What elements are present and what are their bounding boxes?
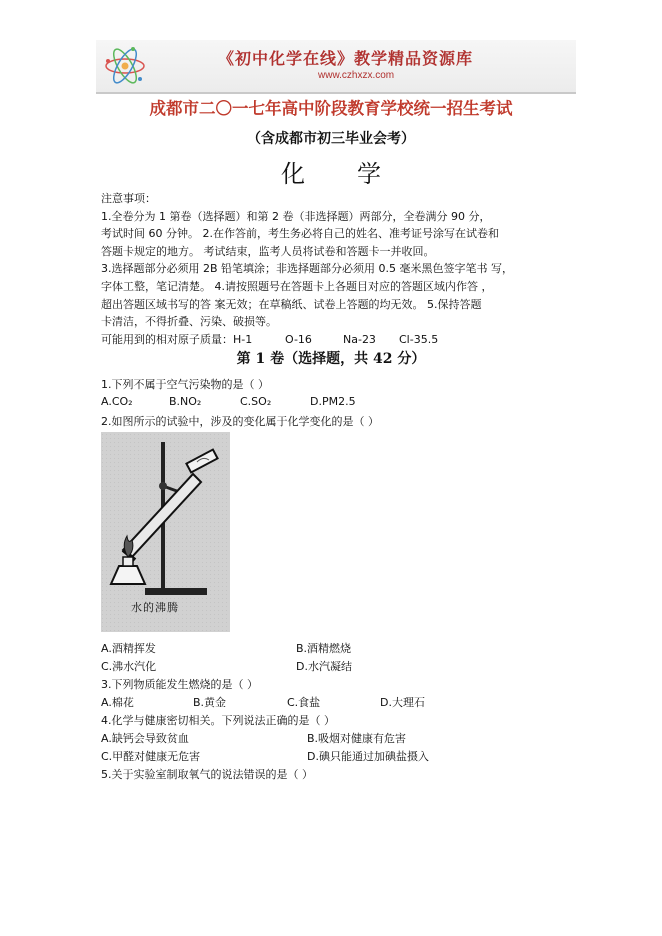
exam-notes (101, 190, 571, 348)
atomic-mass-label: 可能用到的相对原子质量： (101, 332, 233, 346)
question-5-stem: 5.关于实验室制取氧气的说法错误的是（ ） (101, 768, 313, 781)
notes-heading: 注意事项： (101, 192, 156, 205)
notes-line: 卡清洁，不得折叠、污染、破损等。 (101, 315, 277, 329)
question-1-option-d: D.PM2.5 (310, 395, 356, 408)
question-1-option-c: C.SO₂ (240, 395, 272, 408)
banner-url[interactable]: www.czhxzx.com (318, 70, 395, 81)
question-4-option-b: B.吸烟对健康有危害 (307, 732, 407, 745)
notes-line: 超出答题区域书写的答 案无效；在草稿纸、试卷上答题的均无效。 5.保持答题 (101, 297, 482, 311)
banner-title: 《初中化学在线》教学精品资源库 (218, 49, 474, 68)
question-4-option-d: D.碘只能通过加碘盐摄入 (307, 750, 429, 763)
atomic-mass-line (101, 331, 571, 349)
question-2-option-c: C.沸水汽化 (101, 660, 157, 673)
section-title: 第 1 卷（选择题，共 42 分） (236, 351, 426, 367)
question-3-option-a: A.棉花 (101, 696, 134, 709)
question-2-option-b: B.酒精燃烧 (296, 642, 352, 655)
atom-logo-icon (102, 44, 148, 88)
question-2-stem: 2.如图所示的试验中，涉及的变化属于化学变化的是（ ） (101, 415, 379, 428)
atomic-mass-o: O-16 (285, 332, 312, 346)
experiment-figure (101, 432, 230, 632)
exam-subtitle: （含成都市初三毕业会考） (247, 131, 415, 147)
notes-line: 考试时间 60 分钟。 2.在作答前，考生务必将自己的姓名、准考证号涂写在试卷和 (101, 227, 499, 241)
subject-title: 化学 (281, 160, 433, 188)
question-2-option-d: D.水汽凝结 (296, 660, 352, 673)
atomic-mass-cl: Cl-35.5 (399, 332, 439, 346)
question-2-option-a: A.酒精挥发 (101, 642, 156, 655)
question-4-option-c: C.甲醛对健康无危害 (101, 750, 201, 763)
question-3-option-c: C.食盐 (287, 696, 321, 709)
question-4-option-a: A.缺钙会导致贫血 (101, 732, 189, 745)
notes-line: 字体工整，笔记清楚。 4.请按照题号在答题卡上各题目对应的答题区域内作答 ， (101, 279, 493, 293)
atomic-mass-na: Na-23 (343, 332, 376, 346)
notes-line: 1.全卷分为 1 第卷（选择题）和第 2 卷（非选择题）两部分，全卷满分 90 分， (101, 209, 491, 223)
question-3-option-d: D.大理石 (380, 696, 425, 709)
figure-caption: 水的沸腾 (131, 601, 179, 614)
atomic-mass-h: H-1 (233, 332, 253, 346)
question-1-stem: 1.下列不属于空气污染物的是（ ） (101, 378, 269, 391)
notes-line: 答题卡规定的地方。 考试结束，监考人员将试卷和答题卡一并收回。 (101, 244, 435, 258)
question-1-option-b: B.NO₂ (169, 395, 202, 408)
question-3-option-b: B.黄金 (193, 696, 227, 709)
question-4-stem: 4.化学与健康密切相关。下列说法正确的是（ ） (101, 714, 335, 727)
header-banner (96, 40, 576, 94)
exam-title: 成都市二〇一七年高中阶段教育学校统一招生考试 (149, 99, 513, 118)
notes-line: 3.选择题部分必须用 2B 铅笔填涂；非选择题部分必须用 0.5 毫米黑色签字笔书 写， (101, 262, 514, 276)
question-1-option-a: A.CO₂ (101, 395, 133, 408)
question-3-stem: 3.下列物质能发生燃烧的是（ ） (101, 678, 258, 691)
